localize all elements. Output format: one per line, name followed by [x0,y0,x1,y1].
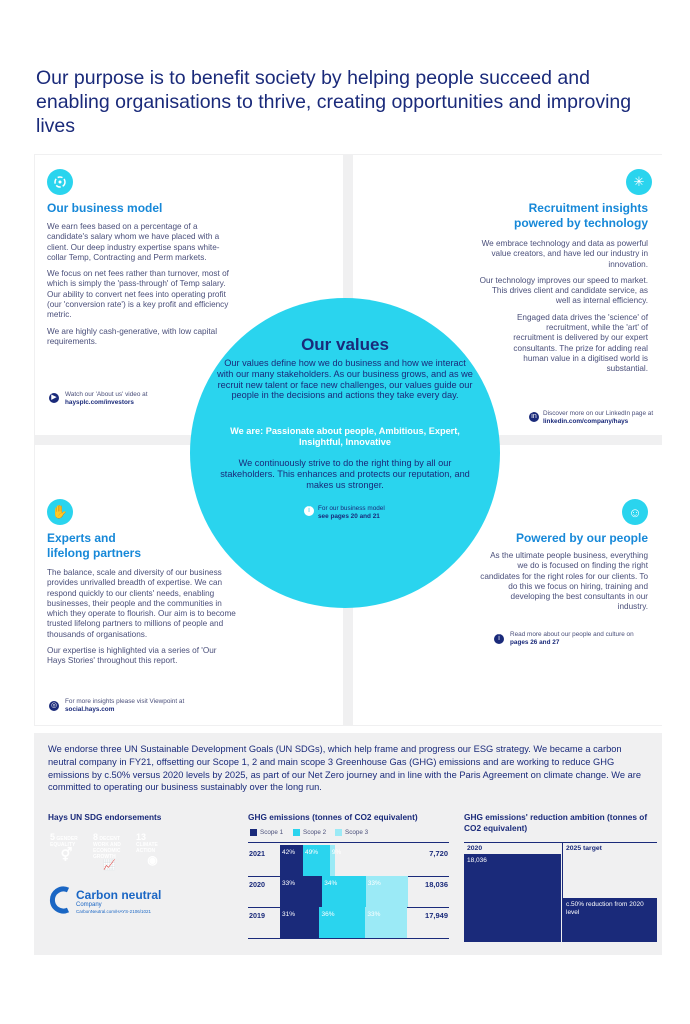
linkedin-icon: in [529,412,539,422]
ghg-year-2020: 2020 [249,880,265,889]
ghg-year-2019: 2019 [249,911,265,920]
sdg-13-label: CLIMATE ACTION [136,842,158,854]
sdg-8-label: DECENT WORK AND ECONOMIC GROWTH [93,836,121,860]
ghg-bar-2021-scope2: 49% [303,845,330,876]
sdg-5-label: GENDER EQUALITY [50,836,78,848]
info-icon: i [494,634,504,644]
about-video-text: Watch our 'About us' video at [65,391,148,398]
linkedin-url[interactable]: linkedin.com/company/hays [543,418,629,425]
reduction-chart-title: GHG emissions' reduction ambition (tonnes of CO2 equivalent) [464,812,648,833]
ghg-bar-2019-scope3: 33% [365,907,407,938]
ghg-bar-2020-scope3: 33% [366,876,408,907]
values-title: Our values [301,335,389,354]
business-model-p2: We focus on net fees rather than turnover, most of which is simply the 'pass-through' of Temp salary. Our ability to convert net fees into operating profit (our 'conversion rate') is a key profit and efficiency metric. [47,269,229,320]
business-model-ref[interactable] [318,505,385,521]
experts-p2: Our expertise is highlighted via a series of 'Our Hays Stories' throughout this report. [47,646,217,666]
sdg-13-num: 13 [136,832,147,842]
business-model-title: Our business model [47,201,163,215]
snowflake-icon: ✳ [626,169,652,195]
linkedin-text: Discover more on our LinkedIn page at [543,410,654,417]
business-model-text [47,222,229,353]
reduction-axis-top [464,842,657,843]
globe-icon: ◎ [50,702,58,709]
ghg-bar-2021-scope3: 9% [330,845,335,876]
ghg-chart-title: GHG emissions (tonnes of CO2 equivalent) [248,812,418,822]
ghg-bar-2021-scope1: 42% [280,845,303,876]
ghg-total-2021: 7,720 [429,849,448,858]
recruitment-p3: Engaged data drives the 'science' of recruitment, while the 'art' of recruitment is delivered by our expert consultants. The prize for adding real human value in a digitised world is substantial. [513,312,648,374]
people-culture-pages[interactable]: pages 26 and 27 [510,639,560,646]
experts-p1: The balance, scale and diversity of our business provides unrivalled breadth of expertise. We can respond quickly to our clients' needs, enabling businesses, their people and the communities in which they operate to flourish. Our aim is to become trusted lifelong partners to millions of people and thousands of organisations. [47,568,236,639]
sdg-title: Hays UN SDG endorsements [48,812,162,822]
experts-title [47,531,141,561]
viewpoint-text: For more insights please visit Viewpoint at [65,698,185,705]
carbon-neutral-sub: Company [76,902,102,908]
business-model-p3: We are highly cash-generative, with low capital requirements. [47,326,218,346]
sdg-5-num: 5 [50,832,56,842]
business-model-p1: We earn fees based on a percentage of a candidate's salary whom we have placed with a client. Our deep industry expertise spans white-collar Temp, Contracting and Perm markets. [47,222,220,262]
values-text: Our values define how we do business and how we interact with our many stakeholders. As our business grows, and as we recruit new talent or face new challenges, our values guide our people in the decisions and actions they take every day. [217,358,473,401]
ghg-year-2021: 2021 [249,849,265,858]
viewpoint-link[interactable] [65,698,215,714]
sdg-13-badge [134,832,171,869]
ghg-total-2020: 18,036 [425,880,448,889]
sdg-5-badge [48,832,85,869]
ghg-bar-2019-scope1: 31% [280,907,319,938]
business-model-ref-text: For our business model [318,505,385,512]
ghg-bar-2020-scope2: 34% [322,876,366,907]
recruitment-p2: Our technology improves our speed to market. This drives client and candidate service, as well as internal efficiency. [479,275,648,306]
recruitment-text [478,239,648,381]
people-culture-text: Read more about our people and culture on [510,631,634,638]
powered-title: Powered by our people [515,531,648,545]
carbon-neutral-icon [48,886,72,914]
ghg-bar-2019-scope2: 36% [319,907,365,938]
recruitment-title-line1: Recruitment insights [528,201,648,215]
values-list: We are: Passionate about people, Ambitious, Expert, Insightful, Innovative [230,426,460,447]
values-strive: We continuously strive to do the right thing by all our stakeholders. This enhances and protects our reputation, and makes us stronger. [220,458,470,490]
sdg-8-num: 8 [93,832,99,842]
reduction-bar-2020 [464,854,561,942]
play-icon: ▶ [49,393,59,403]
handshake-icon: ✋ [47,499,73,525]
legend-scope1: Scope 1 [260,829,284,836]
powered-p1: As the ultimate people business, everything we do is focused on finding the right candidates for the right roles for our clients. To do this we focus on hiring, training and developing the best consultants in our industry. [480,551,648,612]
recruitment-title-line2: powered by technology [513,216,648,230]
experts-text [47,568,237,673]
about-video-url[interactable]: haysplc.com/investors [65,399,134,406]
recruitment-title [448,201,648,231]
ghg-axis-top [248,842,449,843]
linkedin-link[interactable] [543,410,658,426]
cycle-icon [47,169,73,195]
legend-swatch-scope3 [335,829,342,836]
powered-text [478,551,648,619]
sdg-8-badge [91,832,128,869]
experts-title-line1: Experts and [47,531,116,545]
legend-scope2: Scope 2 [303,829,327,836]
legend-swatch-scope2 [293,829,300,836]
values-info-icon: i [304,506,314,516]
reduction-cat-2020: 2020 [467,845,483,852]
reduction-bar-2025-label: c.50% reduction from 2020 level [566,901,644,916]
reduction-bar-2025 [563,898,657,942]
people-culture-link[interactable] [510,631,660,647]
recruitment-p1: We embrace technology and data as powerful value creators, and have led our industry in innovation. [481,239,648,269]
experts-title-line2: lifelong partners [47,546,142,560]
legend-swatch-scope1 [250,829,257,836]
carbon-neutral-cert: CarbonNeutral.com/HAYS-2106/1021 [76,909,151,914]
business-model-ref-pages[interactable]: see pages 20 and 21 [318,513,380,520]
ghg-row-divider [248,938,449,939]
ghg-total-2019: 17,949 [425,911,448,920]
viewpoint-url[interactable]: social.hays.com [65,706,115,713]
ghg-bar-2020-scope1: 33% [280,876,322,907]
growth-icon: 📈 [103,860,116,871]
esg-statement: We endorse three UN Sustainable Development Goals (UN SDGs), which help frame and progress our ESG strategy. We became a carbon neutral company in FY21, offsetting our Scope 1, 2 and main scope 3 Greenhouse Gas (GHG) emissions and are working to reduce GHG emissions by c.50% versus 2020 levels by 2025, as part of our Net Zero journey and in line with the Paris Agreement on climate change. We are committed to operating our business sustainably over the long run. [48,744,642,793]
purpose-statement: Our purpose is to benefit society by helping people succeed and enabling organisations to thrive, creating opportunities and improving lives [36,67,632,137]
legend-scope3: Scope 3 [345,829,369,836]
climate-eye-icon: ◉ [147,853,158,867]
reduction-cat-2025: 2025 target [566,845,602,852]
people-icon: ☺ [622,499,648,525]
gender-icon: ⚥ [60,847,73,862]
reduction-bar-2020-label: 18,036 [467,857,487,864]
carbon-neutral-title: Carbon neutral [76,888,162,902]
about-video-link[interactable] [65,391,185,407]
